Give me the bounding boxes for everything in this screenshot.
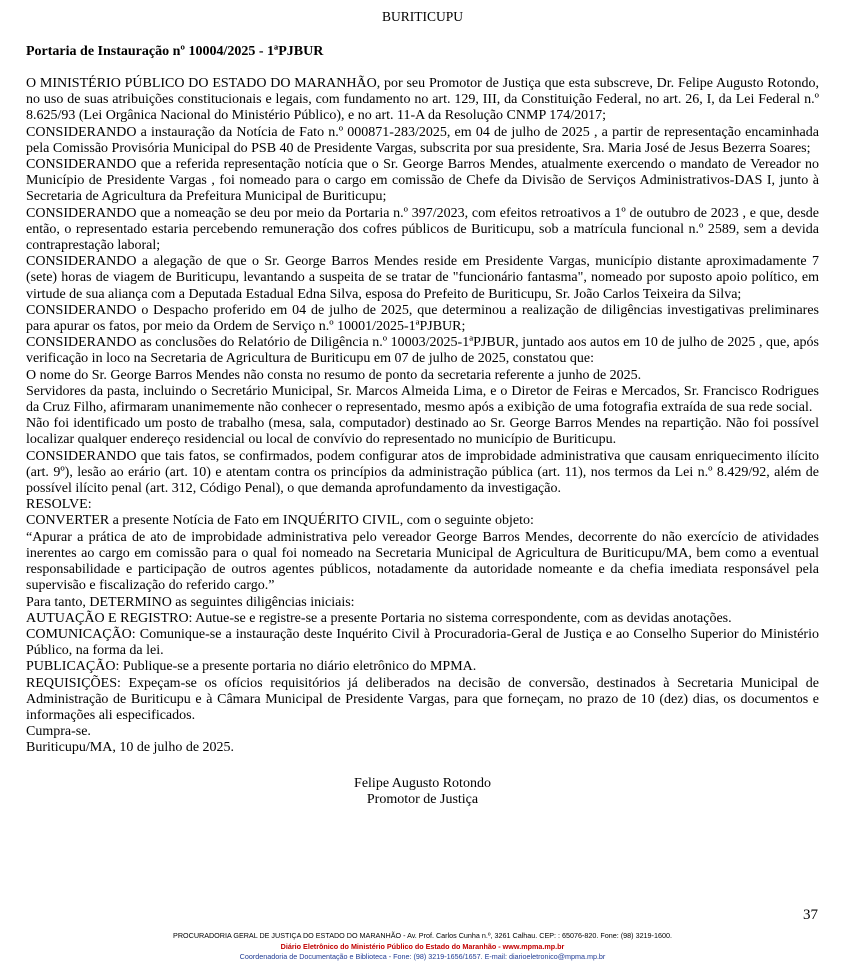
paragraph: PUBLICAÇÃO: Publique-se a presente portaria no diário eletrônico do MPMA.	[26, 659, 477, 675]
paragraph: CONSIDERANDO a instauração da Notícia de Fato n.º 000871-283/2025, em 04 de julho de 2025 , a partir de representação encaminhada pela Comissão Provisória Municipal do PSB 40 de Presidente Vargas, subscrita por sua presidente, Sra. Maria José de Jesus Bezerra Soares;	[26, 124, 819, 156]
footer	[0, 931, 845, 963]
object-quote: “Apurar a prática de ato de improbidade administrativa pelo vereador George Barros Mendes, decorrente do não exercício de atividades inerentes ao cargo em comissão para o qual foi nomeado na Secretaria Municipal de Agricultura de Buriticupu/MA, bem como a eventual responsabilidade e participação de outros agentes públicos, notadamente da autoridade nomeante e da chefia imediata responsável pela supervisão e fiscalização do referido cargo.”	[26, 529, 819, 594]
paragraph: Para tanto, DETERMINO as seguintes diligências iniciais:	[26, 594, 355, 610]
signer-name: Felipe Augusto Rotondo	[354, 775, 491, 791]
paragraph: O MINISTÉRIO PÚBLICO DO ESTADO DO MARANHÃO, por seu Promotor de Justiça que esta subscreve, Dr. Felipe Augusto Rotondo, no uso de suas atribuições constitucionais e legais, com fundamento no art. 129, III, da Constituição Federal, no art. 26, I, da Lei Federal n.º 8.625/93 (Lei Orgânica Nacional do Ministério Público), e no art. 11-A da Resolução CNMP 174/2017;	[26, 76, 819, 124]
document-title: Portaria de Instauração nº 10004/2025 - 1ªPJBUR	[26, 44, 324, 59]
paragraph: COMUNICAÇÃO: Comunique-se a instauração deste Inquérito Civil à Procuradoria-Geral de Justiça e ao Conselho Superior do Ministério Público, na forma da lei.	[26, 626, 819, 659]
page-number: 37	[803, 907, 818, 923]
paragraph: Servidores da pasta, incluindo o Secretário Municipal, Sr. Marcos Almeida Lima, e o Diretor de Feiras e Mercados, Sr. Francisco Rodrigues da Cruz Filho, afirmaram unanimemente não conhecer o representado, mesmo após a exibição de uma fotografia extraída de sua rede social.	[26, 383, 819, 416]
signature-block	[26, 776, 819, 809]
signer-role: Promotor de Justiça	[366, 792, 479, 808]
paragraph: CONVERTER a presente Notícia de Fato em INQUÉRITO CIVIL, com o seguinte objeto:	[26, 513, 534, 529]
document-page	[26, 0, 819, 809]
paragraph: CONSIDERANDO a alegação de que o Sr. George Barros Mendes reside em Presidente Vargas, município distante aproximadamente 7 (sete) horas de viagem de Buriticupu, levantando a suspeita de se tratar de "funcionário fantasma", nomeado por suposto apoio político, em virtude de sua aliança com a Deputada Estadual Edna Silva, esposa do Prefeito de Buriticupu, Sr. João Carlos Teixeira da Silva;	[26, 254, 819, 302]
paragraph: CONSIDERANDO que tais fatos, se confirmados, podem configurar atos de improbidade administrativa que causam enriquecimento ilícito (art. 9º), lesão ao erário (art. 10) e atentam contra os princípios da administração pública (art. 11), nos termos da Lei n.º 8.429/92, além de possível ilícito penal (art. 312, Código Penal), o que demanda aprofundamento da investigação.	[26, 448, 819, 497]
date-line: Buriticupu/MA, 10 de julho de 2025.	[26, 740, 235, 756]
paragraph: Cumpra-se.	[26, 724, 91, 740]
paragraph: CONSIDERANDO que a nomeação se deu por meio da Portaria n.º 397/2023, com efeitos retroativos a 1º de outubro de 2023 , e que, desde então, o representado estaria percebendo remuneração dos cofres públicos de Buriticupu, sob a matrícula funcional n.º 2589, sem a devida contraprestação laboral;	[26, 205, 819, 254]
paragraph: CONSIDERANDO as conclusões do Relatório de Diligência n.º 10003/2025-1ªPJBUR, juntado aos autos em 10 de julho de 2025 , que, após verificação in loco na Secretaria de Agricultura de Buriticupu em 07 de julho de 2025, constatou que:	[26, 335, 819, 367]
paragraph: AUTUAÇÃO E REGISTRO: Autue-se e registre-se a presente Portaria no sistema correspondente, com as devidas anotações.	[26, 610, 732, 626]
document-body	[26, 76, 819, 757]
paragraph: Não foi identificado um posto de trabalho (mesa, sala, computador) destinado ao Sr. George Barros Mendes na repartição. Não foi possível localizar qualquer endereço residencial ou local de convívio do representado no município de Buriticupu.	[26, 416, 819, 448]
footer-address: PROCURADORIA GERAL DE JUSTIÇA DO ESTADO DO MARANHÃO - Av. Prof. Carlos Cunha n.º, 3261 Calhau. CEP: : 65076-820. Fone: (98) 3219-1600.	[173, 931, 672, 940]
footer-contact[interactable]: Coordenadoria de Documentação e Biblioteca - Fone: (98) 3219-1656/1657. E-mail: diarioeletronico@mpma.mp.br	[239, 952, 606, 961]
header-city: BURITICUPU	[381, 9, 463, 24]
paragraph: O nome do Sr. George Barros Mendes não consta no resumo de ponto da secretaria referente a junho de 2025.	[26, 367, 642, 383]
footer-journal-link[interactable]: Diário Eletrônico do Ministério Público do Estado do Maranhão - www.mpma.mp.br	[280, 941, 565, 951]
paragraph: REQUISIÇÕES: Expeçam-se os ofícios requisitórios já deliberados na decisão de conversão, destinados à Secretaria Municipal de Administração de Buriticupu e à Câmara Municipal de Presidente Vargas, para que forneçam, no prazo de 10 (dez) dias, os documentos e informações ali especificados.	[26, 675, 819, 723]
paragraph: CONSIDERANDO o Despacho proferido em 04 de julho de 2025, que determinou a realização de diligências investigativas preliminares para apurar os fatos, por meio da Ordem de Serviço n.º 10001/2025-1ªPJBUR;	[26, 302, 819, 335]
resolve-heading: RESOLVE:	[26, 497, 92, 513]
paragraph: CONSIDERANDO que a referida representação notícia que o Sr. George Barros Mendes, atualmente exercendo o mandato de Vereador no Município de Presidente Vargas , foi nomeado para o cargo em comissão de Chefe da Divisão de Serviços Administrativos-DAS I, junto à Secretaria de Agricultura da Prefeitura Municipal de Buriticupu;	[26, 157, 819, 205]
